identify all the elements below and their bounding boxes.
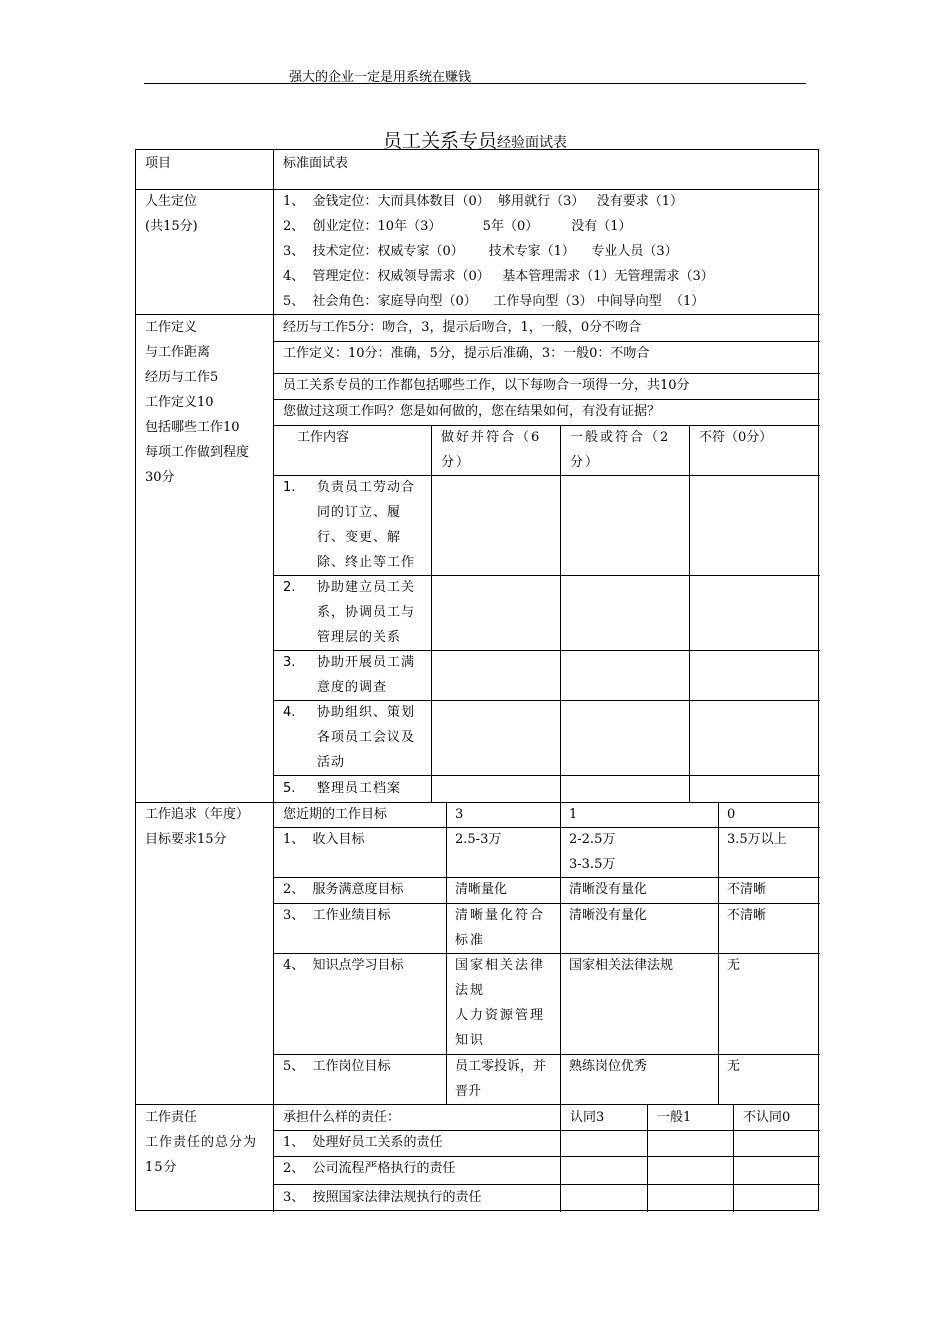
job-row-definition: 工作定义：10分：准确，5分，提示后准确，3：一般0：不吻合 [283,346,650,361]
col-header-item: 项目 [145,156,172,171]
pursuit-score-0: 无 [727,1059,741,1074]
job-row-scope: 员工关系专员的工作都包括哪些工作，以下每吻合一项得一分，共10分 [283,378,690,393]
resp-row: 2、 公司流程严格执行的责任 [283,1161,456,1176]
grid-line [647,1104,648,1212]
pursuit-score-1: 国家相关法律法规 [569,958,674,973]
life-label-1: 人生定位 [145,194,198,209]
pursuit-score-3: 2.5-3万 [455,832,502,847]
job-item-text: 协助组织、策划各项员工会议及活动 [317,705,416,770]
interview-table [135,149,819,1211]
pursuit-goal: 4、 知识点学习目标 [283,958,404,973]
job-item-num: 2. [283,580,296,595]
page-header-slogan: 强大的企业一定是用系统在赚钱 [289,70,472,85]
title-main: 员工关系专员 [382,130,497,152]
pursuit-goal: 1、 收入目标 [283,832,365,847]
resp-head-disagree: 不认同0 [743,1110,791,1125]
pursuit-score-1: 熟练岗位优秀 [569,1059,648,1074]
grid-line [718,802,719,1104]
pursuit-score-1: 2-2.5万 3-3.5万 [569,832,616,872]
resp-row: 3、 按照国家法律法规执行的责任 [283,1190,482,1205]
job-row-experience: 经历与工作5分：吻合，3，提示后吻合，1，一般，0分不吻合 [283,320,642,335]
resp-head-avg: 一般1 [657,1110,692,1125]
job-head-avg: 一般或符合（2分） [570,430,671,470]
grid-line [273,150,274,1212]
pursuit-score-3: 员工零投诉，并晋升 [455,1059,547,1099]
pursuit-score-0: 无 [727,958,741,973]
job-label-3: 经历与工作5 [145,370,219,385]
pursuit-score-0: 不清晰 [727,882,767,897]
title-sub: 经验面试表 [497,135,567,151]
life-line-4: 4、 管理定位：权威领导需求（0） 基本管理需求（1）无管理需求（3） [283,269,714,284]
resp-head-agree: 认同3 [570,1110,605,1125]
resp-label-1: 工作责任 [145,1110,198,1125]
job-label-6: 每项工作做到程度 [145,445,250,460]
life-line-5: 5、 社会角色：家庭导向型（0） 工作导向型（3） 中间导向型 （1） [283,294,705,309]
pursuit-label-2: 目标要求15分 [145,832,227,847]
pursuit-goal: 2、 服务满意度目标 [283,882,404,897]
pursuit-head-1: 1 [569,807,578,822]
life-line-1: 1、 金钱定位：大而具体数目（0） 够用就行（3） 没有要求（1） [283,194,684,209]
job-item-text: 协助开展员工满意度的调查 [317,655,416,695]
pursuit-goal: 3、 工作业绩目标 [283,908,391,923]
job-label-1: 工作定义 [145,320,198,335]
job-row-question: 您做过这项工作吗？您是如何做的，您在结果如何，有没有证据？ [283,404,661,419]
job-label-5: 包括哪些工作10 [145,420,240,435]
job-item-text: 负责员工劳动合同的订立、履行、变更、解除、终止等工作 [317,480,416,570]
job-item-num: 3. [283,655,296,670]
grid-line [560,1104,561,1212]
job-item-num: 4. [283,705,296,720]
resp-head-question: 承担什么样的责任： [283,1110,401,1125]
pursuit-score-0: 3.5万以上 [727,832,787,847]
job-label-4: 工作定义10 [145,395,214,410]
pursuit-head-goal: 您近期的工作目标 [283,807,388,822]
job-head-no: 不符（0分） [699,430,773,445]
grid-line [446,802,447,1104]
job-head-content: 工作内容 [297,430,350,445]
job-label-2: 与工作距离 [145,345,211,360]
pursuit-goal: 5、 工作岗位目标 [283,1059,391,1074]
job-item-text: 整理员工档案 [317,781,402,796]
grid-line [689,425,690,802]
job-item-num: 1. [283,480,296,495]
pursuit-score-3: 清晰量化 [455,882,508,897]
job-label-7: 30分 [145,470,175,485]
grid-line [733,1104,734,1212]
pursuit-label-1: 工作追求（年度） [145,807,250,822]
life-label-2: (共15分) [145,219,198,234]
life-line-3: 3、 技术定位：权威专家（0） 技术专家（1） 专业人员（3） [283,244,678,259]
resp-label-2: 工作责任的总分为15分 [145,1135,258,1175]
grid-line [431,425,432,802]
job-item-text: 协助建立员工关系，协调员工与管理层的关系 [317,580,416,645]
job-item-num: 5. [283,781,296,796]
pursuit-score-3: 国家相关法律法规 人力资源管理知识 [455,958,546,1048]
grid-line [136,1104,820,1105]
pursuit-head-0: 0 [727,807,736,822]
header-divider [144,83,806,84]
grid-line [560,802,561,1104]
job-head-good: 做好并符合（6分） [441,430,542,470]
col-header-standard: 标准面试表 [283,156,349,171]
pursuit-head-3: 3 [455,807,464,822]
pursuit-score-1: 清晰没有量化 [569,908,648,923]
pursuit-score-1: 清晰没有量化 [569,882,648,897]
grid-line [560,425,561,802]
resp-row: 1、 处理好员工关系的责任 [283,1135,443,1150]
life-line-2: 2、 创业定位：10年（3） 5年（0） 没有（1） [283,219,632,234]
pursuit-score-0: 不清晰 [727,908,767,923]
pursuit-score-3: 清晰量化符合标准 [455,908,546,948]
